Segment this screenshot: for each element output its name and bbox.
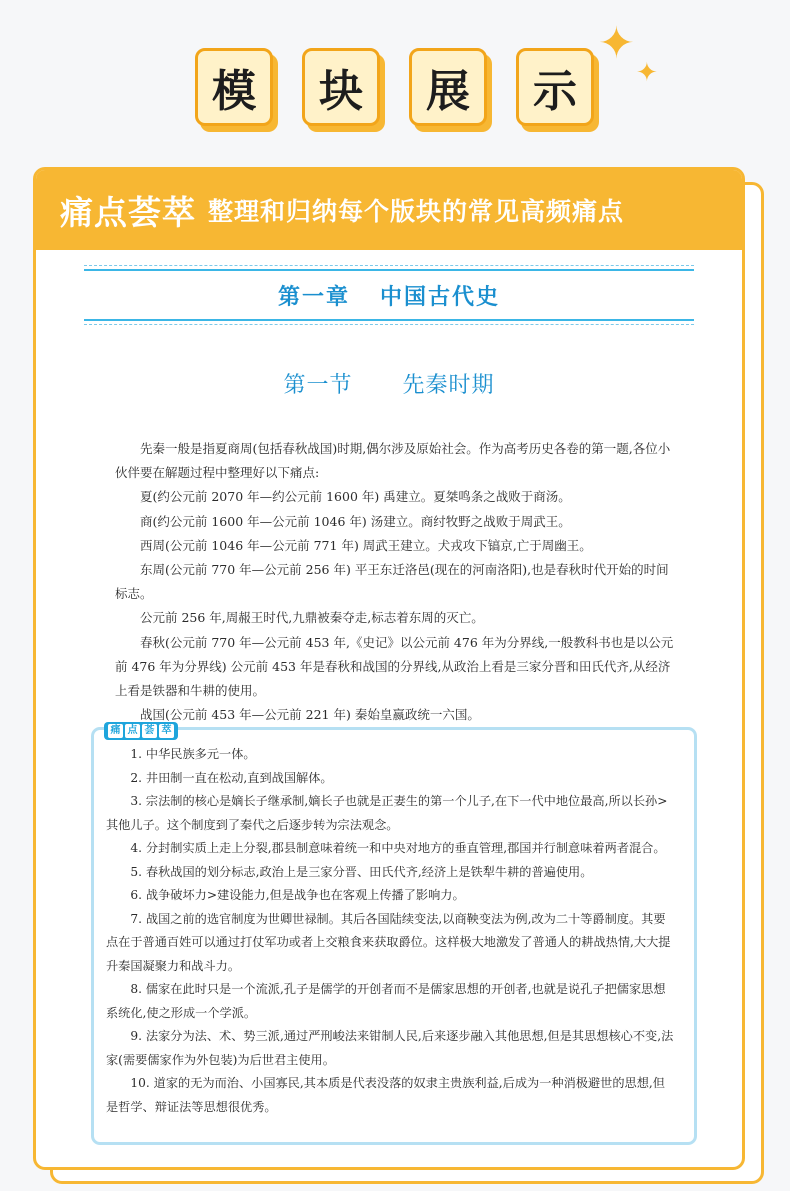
list-item: 7. 战国之前的选官制度为世卿世禄制。其后各国陆续变法,以商鞅变法为例,改为二十等爵制度。其要点在于普通百姓可以通过打仗军功或者上交粮食来获取爵位。这样极大地激发了普通人的耕战热情,大大提升秦国凝聚力和战斗力。 <box>106 911 671 973</box>
banner-subtitle: 整理和归纳每个版块的常见高频痛点 <box>208 197 625 226</box>
title-tile: 模 <box>195 48 273 126</box>
pain-points-box <box>91 727 697 1145</box>
chapter-heading <box>84 269 694 321</box>
paragraph: 夏(约公元前 2070 年—约公元前 1600 年) 禹建立。夏桀鸣条之战败于商汤。 <box>140 489 571 505</box>
section-number: 第一节 <box>283 373 353 398</box>
list-item: 3. 宗法制的核心是嫡长子继承制,嫡长子也就是正妻生的第一个儿子,在下一代中地位最高,所以长孙>其他儿子。这个制度到了秦代之后逐步转为宗法观念。 <box>106 794 668 832</box>
box-tag-char: 点 <box>125 724 140 738</box>
section-name: 先秦时期 <box>402 373 495 398</box>
list-item: 2. 井田制一直在松动,直到战国解体。 <box>130 770 333 785</box>
paragraph: 春秋(公元前 770 年—公元前 453 年,《史记》以公元前 476 年为分界线,一般教科书也是以公元前 476 年为分界线) 公元前 453 年是春秋和战国的分界线,从政治上看是三家分晋和田氏代齐,从经济上看是铁器和牛耕的使用。 <box>115 634 674 699</box>
box-tag <box>104 722 178 740</box>
list-item: 5. 春秋战国的划分标志,政治上是三家分晋、田氏代齐,经济上是铁犁牛耕的普遍使用。 <box>130 864 593 879</box>
box-tag-char: 萃 <box>159 724 174 738</box>
title-tile: 示 <box>516 48 594 126</box>
box-tag-char: 荟 <box>142 724 157 738</box>
section-heading <box>36 368 742 399</box>
box-items <box>106 743 674 1119</box>
list-item: 10. 道家的无为而治、小国寡民,其本质是代表没落的奴隶主贵族利益,后成为一种消极避世的思想,但是哲学、辩证法等思想很优秀。 <box>106 1076 665 1114</box>
list-item: 8. 儒家在此时只是一个流派,孔子是儒学的开创者而不是儒家思想的开创者,也就是说孔子把儒家思想系统化,使之形成一个学派。 <box>106 982 666 1020</box>
title-tiles <box>0 0 790 150</box>
paragraph: 东周(公元前 770 年—公元前 256 年) 平王东迁洛邑(现在的河南洛阳),也是春秋时代开始的时间标志。 <box>115 562 669 602</box>
paragraph: 商(约公元前 1600 年—公元前 1046 年) 汤建立。商纣牧野之战败于周武王。 <box>140 513 571 529</box>
paragraph: 先秦一般是指夏商周(包括春秋战国)时期,偶尔涉及原始社会。作为高考历史各卷的第一题,各位小伙伴要在解题过程中整理好以下痛点: <box>115 441 671 481</box>
paragraph: 西周(公元前 1046 年—公元前 771 年) 周武王建立。犬戎攻下镐京,亡于周幽王。 <box>140 537 592 553</box>
list-item: 6. 战争破坏力>建设能力,但是战争也在客观上传播了影响力。 <box>130 888 465 902</box>
paragraph: 战国(公元前 453 年—公元前 221 年) 秦始皇嬴政统一六国。 <box>140 707 480 723</box>
banner-title: 痛点荟萃 <box>60 192 196 232</box>
chapter-number: 第一章 <box>277 284 350 310</box>
title-tile: 块 <box>302 48 380 126</box>
body-text <box>115 437 675 727</box>
list-item: 9. 法家分为法、术、势三派,通过严刑峻法来钳制人民,后来逐步融入其他思想,但是其思想核心不变,法家(需要儒家作为外包装)为后世君主使用。 <box>106 1029 674 1067</box>
content-card <box>33 167 745 1170</box>
paragraph: 公元前 256 年,周赧王时代,九鼎被秦夺走,标志着东周的灭亡。 <box>140 610 484 626</box>
chapter-name: 中国古代史 <box>380 284 501 310</box>
title-tile: 展 <box>409 48 487 126</box>
sparkle-icon: ✦ <box>636 58 658 88</box>
card-banner <box>36 170 742 250</box>
box-tag-char: 痛 <box>108 724 123 738</box>
list-item: 4. 分封制实质上走上分裂,郡县制意味着统一和中央对地方的垂直管理,郡国并行制意味着两者混合。 <box>130 841 666 855</box>
list-item: 1. 中华民族多元一体。 <box>130 747 256 761</box>
sparkle-icon: ✦ <box>598 18 635 69</box>
